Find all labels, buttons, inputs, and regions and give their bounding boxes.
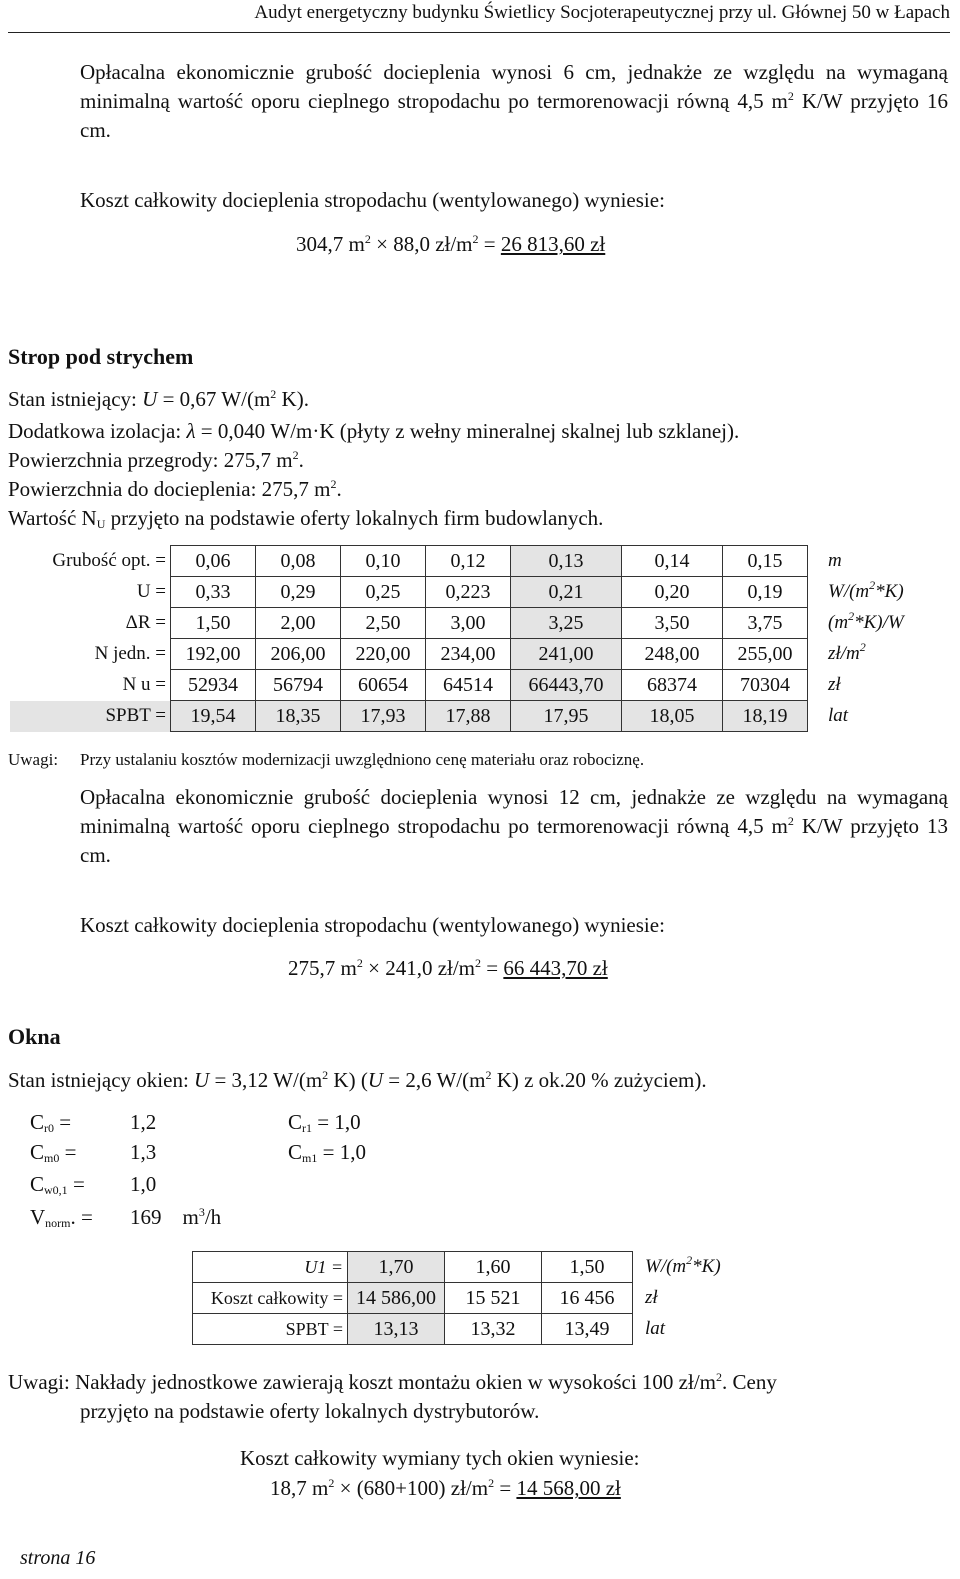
cost-total-2: 66 443,70 zł: [503, 956, 608, 980]
unit-label: $zł/m^2$: [828, 640, 866, 664]
table-cell: 0,15: [723, 546, 808, 577]
row-label: ΔR =: [125, 612, 166, 633]
table-cell: 0,21: [511, 577, 622, 608]
unit-label: m: [828, 550, 842, 571]
unit-label: $(m^2*K)/W$: [828, 609, 904, 633]
table-cell: 18,19: [723, 701, 808, 732]
row-label: SPBT =: [193, 1314, 348, 1345]
windows-note-line1: Uwagi: Nakłady jednostkowe zawierają koszt montażu okien w wysokości 100 $zł/m^2$. Ceny: [8, 1370, 777, 1394]
table-cell: 64514: [426, 670, 511, 701]
table-cell: 0,08: [256, 546, 341, 577]
table-cell: 14 586,00: [348, 1283, 445, 1314]
coef-cr1: $C_{r1} = 1,0$: [288, 1110, 361, 1135]
table-cell: 13,13: [348, 1314, 445, 1345]
table-cell: 1,50: [171, 608, 256, 639]
strop-partition-area: Powierzchnia przegrody: 275,7 $m^2$.: [8, 448, 304, 472]
table-cell: 70304: [723, 670, 808, 701]
table-cell: 13,49: [542, 1314, 633, 1345]
table-cell: 68374: [622, 670, 723, 701]
table-cell: 0,29: [256, 577, 341, 608]
table-note-text: Przy ustalaniu kosztów modernizacji uwzględniono cenę materiału oraz robociznę.: [80, 750, 645, 769]
table-row: [10, 546, 904, 577]
table-cell: 3,00: [426, 608, 511, 639]
table-cell: 13,32: [445, 1314, 542, 1345]
page-header: Audyt energetyczny budynku Świetlicy Socjoterapeutycznej przy ul. Głównej 50 w Łapach: [254, 2, 950, 23]
unit-label: lat: [645, 1318, 666, 1339]
table-row: [10, 701, 904, 732]
table-cell: 206,00: [256, 639, 341, 670]
coef-cr0: $C_{r0}$ =: [30, 1110, 72, 1135]
strop-nu-note: Wartość $N_U$ przyjęto na podstawie oferty lokalnych firm budowlanych.: [8, 506, 604, 531]
table-cell: 15 521: [445, 1283, 542, 1314]
strop-insulation-area: Powierzchnia do docieplenia: 275,7 $m^2$.: [8, 477, 342, 501]
table-cell: 17,93: [341, 701, 426, 732]
table-cell: 17,88: [426, 701, 511, 732]
table-cell: 0,223: [426, 577, 511, 608]
table-row: [10, 608, 904, 639]
table-row: [193, 1283, 722, 1314]
table-cell: 0,06: [171, 546, 256, 577]
coef-cm1: $C_{m1} = 1,0$: [288, 1140, 366, 1165]
table-cell: 17,95: [511, 701, 622, 732]
table-cell: 18,35: [256, 701, 341, 732]
table-cell: 3,25: [511, 608, 622, 639]
insulation-variants-table: [10, 545, 904, 732]
cost-intro-1: Koszt całkowity docieplenia stropodachu (wentylowanego) wyniesie:: [80, 188, 665, 212]
table-row: [193, 1314, 722, 1345]
row-label: U1 =: [193, 1252, 348, 1283]
coef-vnorm-value: 169 $m^3/h$: [130, 1205, 222, 1229]
row-label: N u =: [122, 674, 166, 695]
table-cell: 3,75: [723, 608, 808, 639]
paragraph-economic-thickness-2: Opłacalna ekonomicznie grubość docieplenia wynosi 12 cm, jednakże ze względu na wymaganą minimalną wartość oporu cieplnego stropodachu po termorenowacji równą 4,5 $m^2$ K/W przyjęto 13 cm.: [80, 785, 948, 867]
section-heading-strop: Strop pod strychem: [8, 344, 194, 369]
table-row: [10, 670, 904, 701]
table-cell: 0,25: [341, 577, 426, 608]
cost-total-3: 14 568,00 zł: [516, 1476, 621, 1500]
table-cell: 3,50: [622, 608, 723, 639]
unit-label: zł: [828, 674, 841, 695]
table-cell: 0,12: [426, 546, 511, 577]
paragraph-economic-thickness-1: Opłacalna ekonomicznie grubość docieplenia wynosi 6 cm, jednakże ze względu na wymaganą minimalną wartość oporu cieplnego stropodachu po termorenowacji równą 4,5 $m^2$ K/W przyjęto 16 cm.: [80, 60, 948, 142]
header-rule: [8, 32, 950, 33]
table-cell: 18,05: [622, 701, 723, 732]
table-note-label: Uwagi:: [8, 750, 59, 769]
table-cell: 0,13: [511, 546, 622, 577]
table-cell: 1,50: [542, 1252, 633, 1283]
table-cell: 0,19: [723, 577, 808, 608]
page-number: strona 16: [20, 1547, 96, 1569]
table-cell: 56794: [256, 670, 341, 701]
cost-intro-3: Koszt całkowity wymiany tych okien wyniesie:: [240, 1446, 640, 1470]
cost-intro-2: Koszt całkowity docieplenia stropodachu (wentylowanego) wyniesie:: [80, 913, 665, 937]
table-cell: 66443,70: [511, 670, 622, 701]
table-cell: 0,14: [622, 546, 723, 577]
cost-formula-3: 18,7 $m^2 \times (680+100)$ $zł/m^2 = 14$ 568,00 zł: [270, 1476, 621, 1500]
coef-cm0-value: 1,3: [130, 1140, 157, 1164]
table-cell: 234,00: [426, 639, 511, 670]
table-cell: 255,00: [723, 639, 808, 670]
cost-formula-2: 275,7 $m^2 \times 241,0$ $zł/m^2 = 66$ 443,70 zł: [288, 956, 608, 980]
table-row: [10, 639, 904, 670]
windows-variants-table: [192, 1251, 722, 1345]
table-cell: 52934: [171, 670, 256, 701]
unit-label: lat: [828, 705, 849, 726]
windows-note-line2: przyjęto na podstawie oferty lokalnych dystrybutorów.: [80, 1399, 540, 1423]
table-cell: 0,33: [171, 577, 256, 608]
row-label: SPBT =: [10, 701, 171, 732]
unit-label: $W/(m^2*K)$: [828, 578, 904, 602]
table-cell: 1,60: [445, 1252, 542, 1283]
table-cell: 192,00: [171, 639, 256, 670]
section-heading-okna: Okna: [8, 1024, 61, 1049]
coef-cw01-value: 1,0: [130, 1172, 157, 1196]
table-cell: 2,50: [341, 608, 426, 639]
row-label: Grubość opt. =: [52, 550, 166, 571]
strop-existing-state: Stan istniejący: U = 0,67 $W/(m^2$ K).: [8, 387, 309, 411]
table-row: [193, 1252, 722, 1283]
coef-cm0: $C_{m0}$ =: [30, 1140, 77, 1165]
row-label: U =: [136, 581, 166, 602]
table-cell: 19,54: [171, 701, 256, 732]
okna-existing-state: Stan istniejący okien: U = 3,12 $W/(m^2$ K) (U = 2,6 $W/(m^2$ K) z ok.20 % zużyciem).: [8, 1068, 707, 1092]
row-label: N jedn. =: [94, 643, 166, 664]
coef-vnorm: $V_{norm}$. =: [30, 1205, 93, 1230]
unit-label: $W/(m^2*K)$: [645, 1253, 721, 1277]
cost-total-1: 26 813,60 zł: [500, 232, 606, 256]
table-cell: 1,70: [348, 1252, 445, 1283]
table-cell: 220,00: [341, 639, 426, 670]
table-cell: 248,00: [622, 639, 723, 670]
cost-formula-1: 304,7 $m^2 \times 88,0$ $zł/m^2 = 26$ 813,60 zł: [296, 232, 606, 256]
table-row: [10, 577, 904, 608]
table-cell: 0,20: [622, 577, 723, 608]
coef-cr0-value: 1,2: [130, 1110, 157, 1134]
table-cell: 16 456: [542, 1283, 633, 1314]
coef-cw01: $C_{w0,1}$ =: [30, 1172, 85, 1197]
table-cell: 60654: [341, 670, 426, 701]
table-cell: 0,10: [341, 546, 426, 577]
table-cell: 241,00: [511, 639, 622, 670]
row-label: Koszt całkowity =: [193, 1283, 348, 1314]
strop-additional-insulation: Dodatkowa izolacja: λ = 0,040 W/m·K (płyty z wełny mineralnej skalnej lub szklanej).: [8, 419, 740, 443]
table-cell: 2,00: [256, 608, 341, 639]
unit-label: zł: [645, 1287, 658, 1308]
